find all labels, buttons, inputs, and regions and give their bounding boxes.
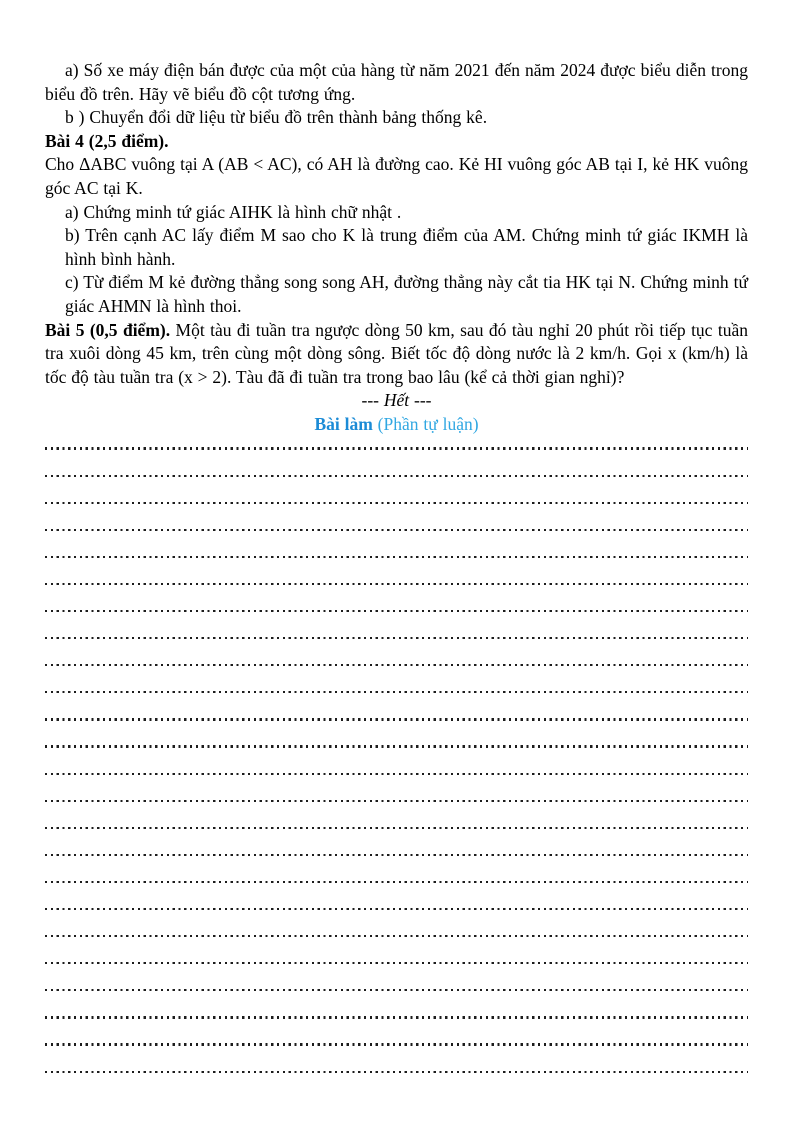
answer-dotted-line [45,455,748,482]
problem-4-statement: Cho ΔABC vuông tại A (AB < AC), có AH là đường cao. Kẻ HI vuông góc AB tại I, kẻ HK vuông góc AC tại K. [45,154,748,198]
problem-4-item-a: a) Chứng minh tứ giác AIHK là hình chữ nhật . [65,201,402,222]
answer-lines-area [45,428,748,1078]
answer-dotted-line [45,726,748,753]
answer-dotted-line [45,536,748,563]
answer-dotted-line [45,942,748,969]
answer-header-sublabel: (Phần tự luận) [377,413,479,434]
answer-dotted-line [45,509,748,536]
answer-dotted-line [45,563,748,590]
answer-dotted-line [45,969,748,996]
problem-5-statement: Một tàu đi tuần tra ngược dòng 50 km, sau đó tàu nghỉ 20 phút rồi tiếp tục tuần tra xuôi dòng 45 km, trên cùng một dòng sông. Biết tốc độ dòng nước là 2 km/h. Gọi x (km/h) là tốc độ tàu tuần tra (x > 2). Tàu đã đi tuần tra trong bao lâu (kể cả thời gian nghỉ)? [45,319,748,387]
answer-dotted-line [45,1051,748,1078]
end-marker: --- Hết --- [361,390,432,411]
answer-dotted-line [45,698,748,725]
problem-5-title: Bài 5 (0,5 điểm). [45,319,171,340]
problem-4-item-c: c) Từ điểm M kẻ đường thẳng song song AH, đường thẳng này cắt tia HK tại N. Chứng minh tứ giác AHMN là hình thoi. [65,272,748,316]
answer-header-label: Bài làm [314,413,373,434]
question-item-b: b ) Chuyển đổi dữ liệu từ biểu đồ trên thành bảng thống kê. [65,107,488,128]
answer-dotted-line [45,915,748,942]
answer-dotted-line [45,753,748,780]
answer-dotted-line [45,428,748,455]
problem-5 [45,319,748,390]
answer-dotted-line [45,996,748,1023]
question-item-a: a) Số xe máy điện bán được của một của hàng từ năm 2021 đến năm 2024 được biểu diễn trong biểu đồ trên. Hãy vẽ biểu đồ cột tương ứng. [45,60,748,104]
answer-dotted-line [45,617,748,644]
problem-4-item-b: b) Trên cạnh AC lấy điểm M sao cho K là trung điểm của AM. Chứng minh tứ giác IKMH là hình bình hành. [65,225,748,269]
answer-dotted-line [45,861,748,888]
answer-dotted-line [45,1024,748,1051]
answer-dotted-line [45,644,748,671]
answer-dotted-line [45,888,748,915]
answer-dotted-line [45,482,748,509]
problem-4-title: Bài 4 (2,5 điểm). [45,130,169,151]
answer-dotted-line [45,671,748,698]
answer-dotted-line [45,590,748,617]
answer-dotted-line [45,807,748,834]
answer-dotted-line [45,780,748,807]
answer-dotted-line [45,834,748,861]
